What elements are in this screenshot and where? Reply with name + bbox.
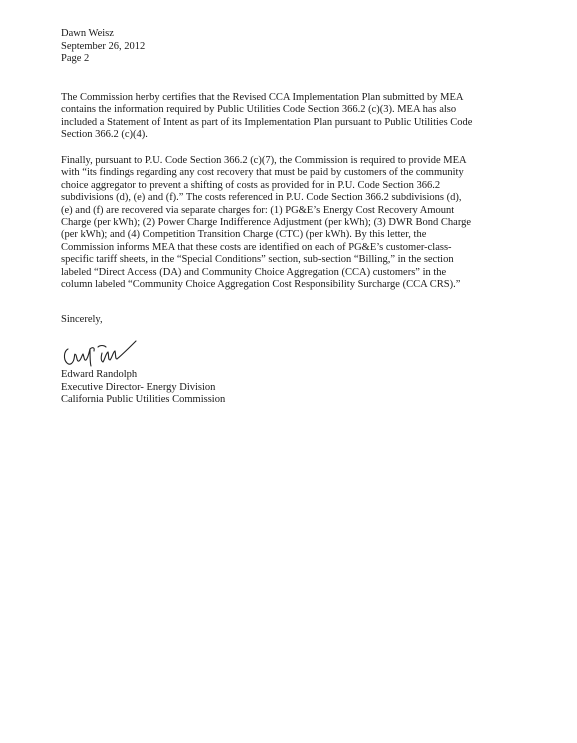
signatory-organization: California Public Utilities Commission	[61, 394, 226, 405]
paragraph-line: contains the information required by Public Utilities Code Section 366.2 (c)(3). MEA has also	[61, 104, 457, 116]
paragraph-line: choice aggregator to prevent a shifting of costs as provided for in P.U. Code Section 366.2	[61, 179, 441, 191]
recipient-name: Dawn Weisz	[61, 28, 114, 39]
paragraph-line: specific tariff sheets, in the “Special Conditions” section, sub-section “Billing,” in the section	[61, 254, 454, 266]
letter-date: September 26, 2012	[61, 40, 146, 52]
page-number: Page 2	[61, 53, 90, 64]
letter-header	[61, 28, 145, 66]
paragraph-cost-recovery	[61, 155, 511, 291]
closing-salutation: Sincerely,	[61, 314, 103, 325]
paragraph-certification	[61, 92, 511, 142]
paragraph-line: labeled “Direct Access (DA) and Community Choice Aggregation (CCA) customers” in the	[61, 266, 447, 278]
paragraph-line: column labeled “Community Choice Aggregation Cost Responsibility Surcharge (CCA CRS).”	[61, 279, 461, 291]
signatory-title: Executive Director- Energy Division	[61, 381, 216, 393]
paragraph-line: included a Statement of Intent as part of its Implementation Plan pursuant to Public Utilities Code	[61, 116, 473, 128]
signatory-name: Edward Randolph	[61, 369, 138, 380]
paragraph-line: Commission informs MEA that these costs are identified on each of PG&E’s customer-class-	[61, 241, 452, 253]
signature-block	[61, 369, 225, 407]
paragraph-line: Section 366.2 (c)(4).	[61, 129, 148, 141]
paragraph-line: (e) and (f) are recovered via separate charges for: (1) PG&E’s Energy Cost Recovery Amount	[61, 204, 455, 216]
paragraph-line: subdivisions (d), (e) and (f).” The costs referenced in P.U. Code Section 366.2 subdivisions (d),	[61, 192, 462, 204]
paragraph-line: (per kWh); and (4) Competition Transition Charge (CTC) (per kWh). By this letter, the	[61, 229, 427, 241]
paragraph-line: Charge (per kWh); (2) Power Charge Indifference Adjustment (per kWh); (3) DWR Bond Charge	[61, 217, 472, 229]
handwritten-signature	[60, 337, 160, 369]
paragraph-line: Finally, pursuant to P.U. Code Section 366.2 (c)(7), the Commission is required to provide MEA	[61, 155, 467, 166]
paragraph-line: with “its findings regarding any cost recovery that must be paid by customers of the community	[61, 167, 464, 179]
paragraph-line: The Commission herby certifies that the Revised CCA Implementation Plan submitted by MEA	[61, 92, 464, 103]
